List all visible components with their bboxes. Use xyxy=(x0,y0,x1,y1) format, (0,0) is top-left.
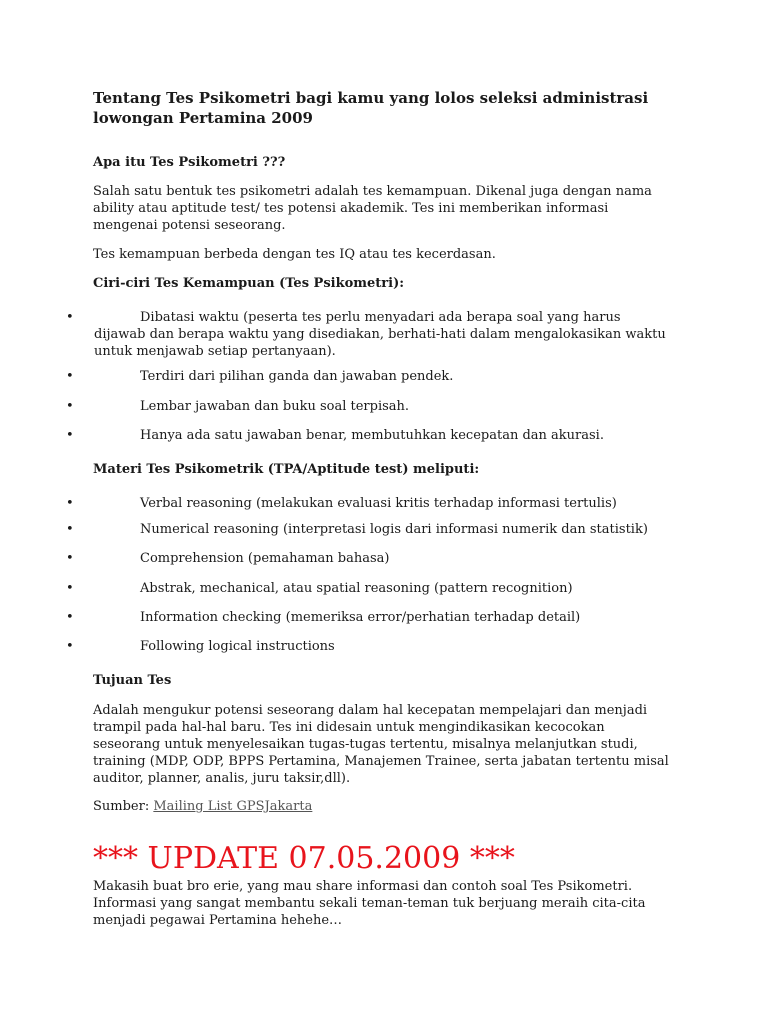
update-heading: *** UPDATE 07.05.2009 *** xyxy=(93,841,515,876)
list-item xyxy=(66,609,676,626)
bullet-icon: • xyxy=(66,610,74,625)
bullet-icon: • xyxy=(66,496,74,511)
list-item-text: Terdiri dari pilihan ganda dan jawaban pendek. xyxy=(140,369,454,384)
list-item xyxy=(66,427,676,444)
list-item-text: Hanya ada satu jawaban benar, membutuhkan kecepatan dan akurasi. xyxy=(140,428,604,443)
bullet-icon: • xyxy=(66,310,74,325)
list-item xyxy=(66,309,676,360)
list-item-text: Numerical reasoning (interpretasi logis dari informasi numerik dan statistik) xyxy=(140,522,648,537)
list-item-text: Verbal reasoning (melakukan evaluasi kritis terhadap informasi tertulis) xyxy=(140,496,617,511)
list-item-text: Abstrak, mechanical, atau spatial reasoning (pattern recognition) xyxy=(140,581,573,596)
bullet-icon: • xyxy=(66,369,74,384)
list-item-text: Information checking (memeriksa error/perhatian terhadap detail) xyxy=(140,610,581,625)
document-title: Tentang Tes Psikometri bagi kamu yang lolos seleksi administrasi lowongan Pertamina 2009 xyxy=(93,89,649,127)
bullet-icon: • xyxy=(66,551,74,566)
bullet-icon: • xyxy=(66,522,74,537)
list-item xyxy=(66,550,676,567)
paragraph-definition: Salah satu bentuk tes psikometri adalah tes kemampuan. Dikenal juga dengan nama ability atau aptitude test/ tes potensi akademik. Tes ini memberikan informasi mengenai potensi seseorang. xyxy=(93,184,652,233)
list-item xyxy=(66,521,676,538)
list-item xyxy=(66,398,676,415)
list-item-text: Dibatasi waktu (peserta tes perlu menyadari ada berapa soal yang harus dijawab dan berapa waktu yang disediakan, berhati-hati dalam mengalokasikan waktu untuk menjawab setiap pertanyaan). xyxy=(94,310,666,359)
list-item xyxy=(66,368,676,385)
paragraph-update: Makasih buat bro erie, yang mau share informasi dan contoh soal Tes Psikometri. Informasi yang sangat membantu sekali teman-teman tuk berjuang meraih cita-cita menjadi pegawai Pertamina hehehe… xyxy=(93,879,646,928)
list-item xyxy=(66,495,676,512)
list-item xyxy=(66,638,676,655)
paragraph-purpose: Adalah mengukur potensi seseorang dalam hal kecepatan mempelajari dan menjadi trampil pada hal-hal baru. Tes ini didesain untuk mengindikasikan kecocokan seseorang untuk menyelesaikan tugas-tugas tertentu, misalnya melanjutkan studi, training (MDP, ODP, BPPS Pertamina, Manajemen Trainee, serta jabatan tertentu misal auditor, planner, analis, juru taksir,dll). xyxy=(93,703,669,786)
bullet-icon: • xyxy=(66,581,74,596)
section-heading-characteristics: Ciri-ciri Tes Kemampuan (Tes Psikometri): xyxy=(93,276,405,291)
bullet-icon: • xyxy=(66,428,74,443)
paragraph-difference: Tes kemampuan berbeda dengan tes IQ atau tes kecerdasan. xyxy=(93,247,496,262)
list-item-text: Following logical instructions xyxy=(140,639,335,654)
bullet-icon: • xyxy=(66,399,74,414)
source-label: Sumber: xyxy=(93,799,150,814)
section-heading-purpose: Tujuan Tes xyxy=(93,673,172,688)
bullet-icon: • xyxy=(66,639,74,654)
list-item xyxy=(66,580,676,597)
source-link[interactable]: Mailing List GPSJakarta xyxy=(153,799,313,814)
section-heading-what-is: Apa itu Tes Psikometri ??? xyxy=(93,155,286,170)
source-line xyxy=(93,798,673,815)
list-item-text: Comprehension (pemahaman bahasa) xyxy=(140,551,390,566)
section-heading-materials: Materi Tes Psikometrik (TPA/Aptitude test) meliputi: xyxy=(93,462,480,477)
list-item-text: Lembar jawaban dan buku soal terpisah. xyxy=(140,399,410,414)
